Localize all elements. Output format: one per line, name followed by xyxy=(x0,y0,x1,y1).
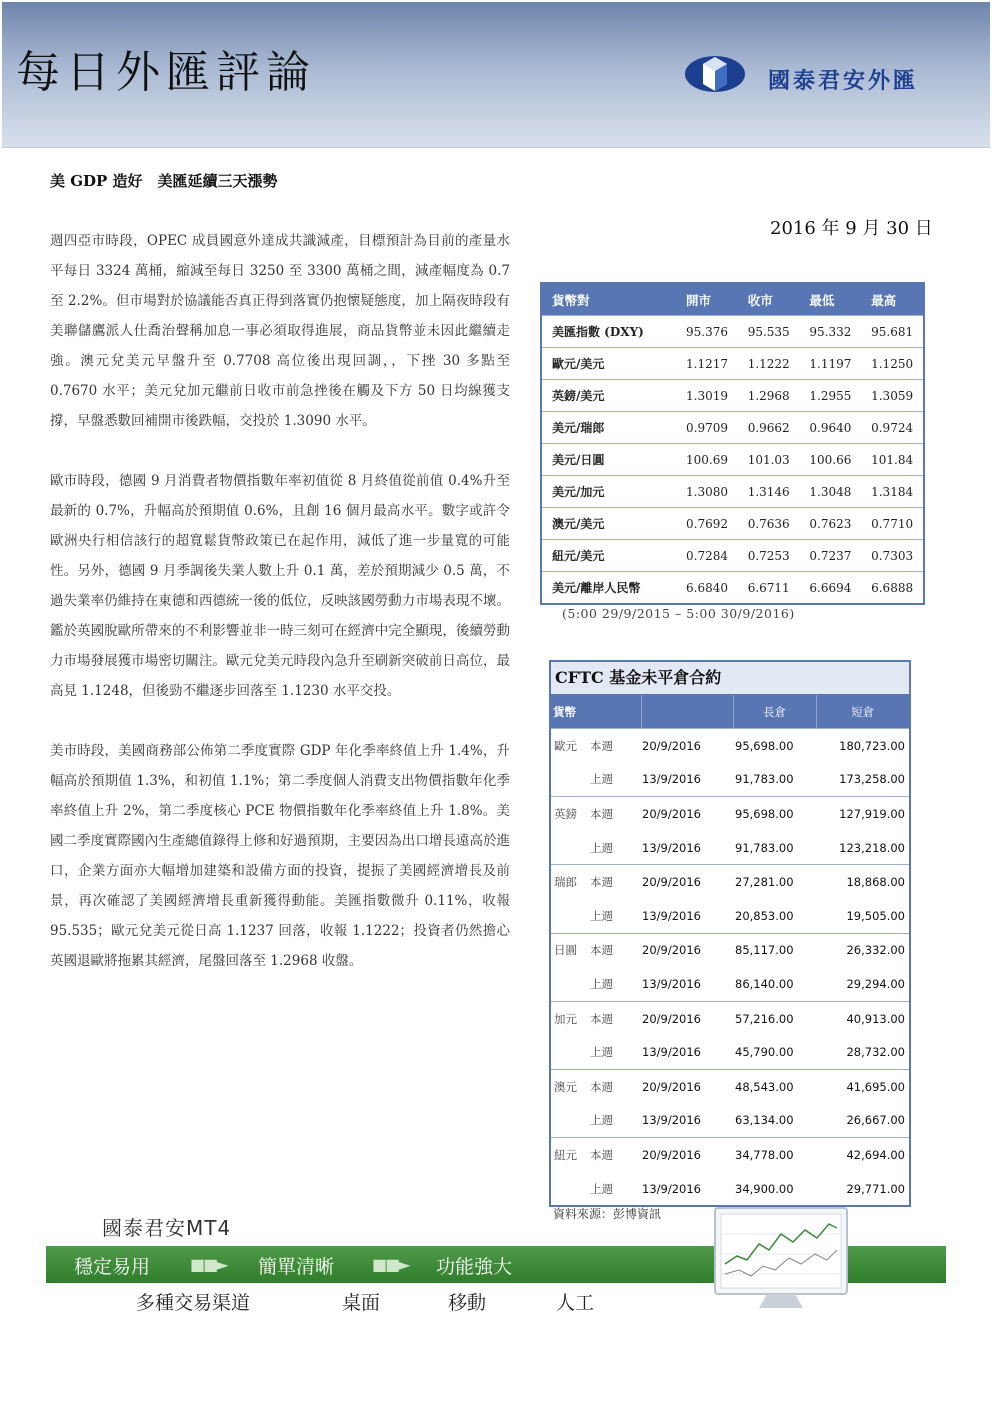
monitor-chart-icon xyxy=(711,1204,851,1312)
cftc-week-cell: 上週 xyxy=(590,772,613,787)
cftc-table xyxy=(551,695,909,1205)
cftc-short-cell: 29,771.00 xyxy=(846,1181,905,1196)
high-price-cell: 0.7303 xyxy=(861,540,924,572)
cftc-date-cell: 13/9/2016 xyxy=(642,976,701,991)
article-paragraph: 週四亞市時段，OPEC 成員國意外達成共識減產，目標預計為目前的產量水平每日 3324 萬桶，縮減至每日 3250 至 3300 萬桶之間，減產幅度為 0.7 至 2.2%。但市場對於協議能否真正得到落實仍抱懷疑態度，加上隔夜時段有美聯儲鷹派人仕喬治聲稱加息一事必須取得進展，商品貨幣並未因此繼續走強。澳元兌美元早盤升至 0.7708 高位後出現回調，，下挫 30 多點至 0.7670 水平；美元兌加元繼前日收市前急挫後在觸及下方 50 日均線獲支撐，早盤悉數回補開市後跌幅，交投於 1.3090 水平。 xyxy=(50,233,510,429)
cftc-week-cell: 本週 xyxy=(589,865,641,899)
page-header xyxy=(2,2,990,148)
cftc-table-row xyxy=(551,1035,909,1069)
banner-channel: 移動 xyxy=(448,1292,487,1314)
cftc-short-cell: 180,723.00 xyxy=(816,729,909,763)
cftc-short-cell: 42,694.00 xyxy=(816,1138,909,1172)
cftc-long-cell: 91,783.00 xyxy=(735,840,794,855)
cftc-short-cell: 40,913.00 xyxy=(816,1001,909,1035)
article-paragraph: 歐市時段，德國 9 月消費者物價指數年率初值從 8 月終值從前值 0.4%升至最新的 0.7%，升幅高於預期值 0.6%，且創 16 個月最高水平。數字或許令歐洲央行相信該行的超寬鬆貨幣政策已在起作用，減低了進一步量寬的可能性。另外，德國 9 月季調後失業人數上升 0.1 萬，差於預期減少 0.5 萬，不過失業率仍維持在東德和西德統一後的低位，反映該國勞動力市場表現不壞。鑑於英國脫歐所帶來的不利影響並非一時三刻可在經濟中完全顯現，後續勞動力市場發展獲市場密切關注。歐元兌美元時段內急升至刷新突破前日高位，最高見 1.1248，但後勁不繼逐步回落至 1.1230 水平交投。 xyxy=(50,473,510,699)
cftc-short-cell: 173,258.00 xyxy=(839,772,905,787)
high-price-cell: 6.6888 xyxy=(861,572,924,605)
fx-table-row xyxy=(541,572,924,605)
currency-pair-cell: 美元/日圓 xyxy=(541,444,676,476)
cftc-table-row xyxy=(551,831,909,865)
cftc-long-cell: 57,216.00 xyxy=(733,1001,816,1035)
cftc-date-cell: 20/9/2016 xyxy=(641,797,733,831)
cftc-date-cell: 20/9/2016 xyxy=(641,1001,733,1035)
cftc-table-row xyxy=(551,1104,909,1138)
cftc-week-cell: 本週 xyxy=(589,729,641,763)
cftc-long-cell: 95,698.00 xyxy=(733,729,816,763)
cftc-week-cell: 本週 xyxy=(589,1138,641,1172)
low-price-cell: 1.3048 xyxy=(799,476,861,508)
close-price-cell: 1.3146 xyxy=(738,476,800,508)
cftc-date-cell: 13/9/2016 xyxy=(642,840,701,855)
cftc-long-cell: 48,543.00 xyxy=(733,1069,816,1103)
brand-logo xyxy=(684,50,934,110)
cftc-currency-cell: 瑞郎 xyxy=(551,865,589,899)
cftc-short-cell: 123,218.00 xyxy=(839,840,905,855)
cftc-table-row xyxy=(551,797,909,831)
cftc-long-cell: 34,778.00 xyxy=(733,1138,816,1172)
cftc-long-cell: 27,281.00 xyxy=(733,865,816,899)
open-price-cell: 0.7284 xyxy=(676,540,738,572)
high-price-cell: 0.7710 xyxy=(861,508,924,540)
cftc-table-row xyxy=(551,729,909,763)
banner-feature: 穩定易用 xyxy=(74,1256,151,1278)
open-price-cell: 100.69 xyxy=(676,444,738,476)
cftc-table-row xyxy=(551,967,909,1001)
cftc-short-cell: 26,667.00 xyxy=(846,1113,905,1128)
fx-table-header xyxy=(541,283,924,316)
col-header-low: 最低 xyxy=(799,283,861,316)
high-price-cell: 101.84 xyxy=(861,444,924,476)
cftc-date-cell: 20/9/2016 xyxy=(641,1069,733,1103)
low-price-cell: 95.332 xyxy=(799,316,861,348)
close-price-cell: 95.535 xyxy=(738,316,800,348)
cftc-date-cell: 20/9/2016 xyxy=(641,1138,733,1172)
cftc-short-cell: 29,294.00 xyxy=(846,976,905,991)
cftc-table-row xyxy=(551,865,909,899)
low-price-cell: 1.2955 xyxy=(799,380,861,412)
cftc-week-cell: 本週 xyxy=(589,797,641,831)
cftc-date-cell: 13/9/2016 xyxy=(642,772,701,787)
currency-pair-cell: 歐元/美元 xyxy=(541,348,676,380)
close-price-cell: 1.2968 xyxy=(738,380,800,412)
open-price-cell: 1.3080 xyxy=(676,476,738,508)
cftc-week-cell: 本週 xyxy=(589,1069,641,1103)
currency-pair-cell: 美元/加元 xyxy=(541,476,676,508)
col-header-open: 開市 xyxy=(676,283,738,316)
cftc-long-cell: 20,853.00 xyxy=(735,908,794,923)
col-header-high: 最高 xyxy=(861,283,924,316)
cftc-currency-cell: 澳元 xyxy=(551,1069,589,1103)
cftc-week-cell: 上週 xyxy=(590,908,613,923)
article-headline: 美 GDP 造好 美匯延續三天漲勢 xyxy=(50,172,278,190)
open-price-cell: 1.3019 xyxy=(676,380,738,412)
high-price-cell: 1.1250 xyxy=(861,348,924,380)
high-price-cell: 1.3059 xyxy=(861,380,924,412)
cftc-week-cell: 上週 xyxy=(590,1045,613,1060)
close-price-cell: 0.9662 xyxy=(738,412,800,444)
cftc-week-cell: 上週 xyxy=(590,1181,613,1196)
cftc-currency-cell xyxy=(551,1104,589,1138)
col-header-long: 長倉 xyxy=(733,695,816,729)
cftc-long-cell: 95,698.00 xyxy=(733,797,816,831)
currency-pair-cell: 紐元/美元 xyxy=(541,540,676,572)
low-price-cell: 6.6694 xyxy=(799,572,861,605)
cftc-currency-cell: 歐元 xyxy=(551,729,589,763)
low-price-cell: 100.66 xyxy=(799,444,861,476)
cftc-date-cell: 20/9/2016 xyxy=(641,933,733,967)
cftc-week-cell: 本週 xyxy=(589,1001,641,1035)
cftc-week-cell: 上週 xyxy=(590,1113,613,1128)
cftc-long-cell: 45,790.00 xyxy=(735,1045,794,1060)
cftc-table-header xyxy=(551,695,909,729)
cftc-date-cell: 20/9/2016 xyxy=(641,865,733,899)
col-header-close: 收市 xyxy=(738,283,800,316)
cftc-short-cell: 19,505.00 xyxy=(846,908,905,923)
fx-table-row xyxy=(541,412,924,444)
close-price-cell: 101.03 xyxy=(738,444,800,476)
fx-table-row xyxy=(541,380,924,412)
cftc-short-cell: 41,695.00 xyxy=(816,1069,909,1103)
fx-table-row xyxy=(541,444,924,476)
cftc-title: CFTC 基金未平倉合約 xyxy=(551,662,909,695)
article-body xyxy=(50,226,510,1006)
cftc-table-row xyxy=(551,1138,909,1172)
cftc-table-row xyxy=(551,1001,909,1035)
cftc-long-cell: 63,134.00 xyxy=(735,1113,794,1128)
cftc-date-cell: 13/9/2016 xyxy=(642,1113,701,1128)
close-price-cell: 6.6711 xyxy=(738,572,800,605)
brand-name: 國泰君安外匯 xyxy=(768,68,919,94)
currency-pair-cell: 美元/瑞郎 xyxy=(541,412,676,444)
cftc-currency-cell xyxy=(551,763,589,797)
open-price-cell: 0.7692 xyxy=(676,508,738,540)
cftc-currency-cell xyxy=(551,899,589,933)
cftc-panel xyxy=(549,660,911,1207)
cftc-currency-cell xyxy=(551,831,589,865)
cftc-week-cell: 上週 xyxy=(590,976,613,991)
low-price-cell: 1.1197 xyxy=(799,348,861,380)
cftc-currency-cell xyxy=(551,1035,589,1069)
banner-channel: 桌面 xyxy=(342,1292,381,1314)
currency-pair-cell: 美元/離岸人民幣 xyxy=(541,572,676,605)
fx-table-row xyxy=(541,540,924,572)
open-price-cell: 0.9709 xyxy=(676,412,738,444)
cftc-short-cell: 127,919.00 xyxy=(816,797,909,831)
col-header-spacer xyxy=(641,695,733,729)
cftc-date-cell: 13/9/2016 xyxy=(642,908,701,923)
cftc-currency-cell: 紐元 xyxy=(551,1138,589,1172)
cftc-short-cell: 26,332.00 xyxy=(816,933,909,967)
open-price-cell: 95.376 xyxy=(676,316,738,348)
close-price-cell: 1.1222 xyxy=(738,348,800,380)
cftc-long-cell: 85,117.00 xyxy=(733,933,816,967)
high-price-cell: 1.3184 xyxy=(861,476,924,508)
cftc-short-cell: 18,868.00 xyxy=(816,865,909,899)
open-price-cell: 1.1217 xyxy=(676,348,738,380)
col-header-short: 短倉 xyxy=(816,695,909,729)
cftc-date-cell: 13/9/2016 xyxy=(642,1181,701,1196)
high-price-cell: 95.681 xyxy=(861,316,924,348)
low-price-cell: 0.7237 xyxy=(799,540,861,572)
close-price-cell: 0.7636 xyxy=(738,508,800,540)
low-price-cell: 0.7623 xyxy=(799,508,861,540)
cftc-table-row xyxy=(551,1069,909,1103)
brand-logo-icon xyxy=(684,54,746,94)
banner-feature: 功能強大 xyxy=(436,1256,513,1278)
data-source: 資料來源：彭博資訊 xyxy=(553,1207,662,1221)
low-price-cell: 0.9640 xyxy=(799,412,861,444)
cftc-table-row xyxy=(551,933,909,967)
banner-feature: 簡單清晰 xyxy=(258,1256,335,1278)
banner-title: 國泰君安MT4 xyxy=(102,1216,232,1240)
fx-table-row xyxy=(541,316,924,348)
cftc-table-row xyxy=(551,899,909,933)
mt4-banner[interactable] xyxy=(46,1204,946,1324)
close-price-cell: 0.7253 xyxy=(738,540,800,572)
currency-pair-cell: 英鎊/美元 xyxy=(541,380,676,412)
cftc-currency-cell xyxy=(551,1172,589,1206)
col-header-pair: 貨幣對 xyxy=(541,283,676,316)
arrow-icon: ■■► xyxy=(190,1255,227,1274)
page-title: 每日外匯評論 xyxy=(16,47,316,98)
cftc-long-cell: 34,900.00 xyxy=(735,1181,794,1196)
open-price-cell: 6.6840 xyxy=(676,572,738,605)
cftc-long-cell: 86,140.00 xyxy=(735,976,794,991)
fx-time-range-note: (5:00 29/9/2015 – 5:00 30/9/2016) xyxy=(562,606,795,621)
fx-table-row xyxy=(541,476,924,508)
high-price-cell: 0.9724 xyxy=(861,412,924,444)
cftc-table-row xyxy=(551,763,909,797)
fx-table-row xyxy=(541,508,924,540)
cftc-currency-cell xyxy=(551,967,589,1001)
col-header-currency: 貨幣 xyxy=(551,695,641,729)
cftc-table-row xyxy=(551,1172,909,1206)
arrow-icon: ■■► xyxy=(372,1255,409,1274)
currency-pair-cell: 美匯指數 (DXY) xyxy=(541,316,676,348)
banner-channel: 人工 xyxy=(556,1292,595,1314)
report-date: 2016 年 9 月 30 日 xyxy=(770,218,933,239)
cftc-date-cell: 13/9/2016 xyxy=(642,1045,701,1060)
banner-channel: 多種交易渠道 xyxy=(136,1292,251,1314)
cftc-currency-cell: 日圓 xyxy=(551,933,589,967)
cftc-long-cell: 91,783.00 xyxy=(735,772,794,787)
cftc-currency-cell: 加元 xyxy=(551,1001,589,1035)
currency-pair-cell: 澳元/美元 xyxy=(541,508,676,540)
cftc-week-cell: 本週 xyxy=(589,933,641,967)
article-paragraph: 美市時段，美國商務部公佈第二季度實際 GDP 年化季率終值上升 1.4%，升幅高於預期值 1.3%，和初值 1.1%；第二季度個人消費支出物價指數年化季率終值上升 2%，第二季度核心 PCE 物價指數年化季率終值上升 1.8%。美國二季度實際國內生產總值錄得上修和好過預期，主要因為出口增長遠高於進口，企業方面亦大幅增加建築和設備方面的投資，提振了美國經濟增長及前景，再次確認了美國經濟增長重新獲得動能。美匯指數微升 0.11%，收報 95.535；歐元兌美元從日高 1.1237 回落，收報 1.1222；投資者仍然擔心英國退歐將拖累其經濟，尾盤回落至 1.2968 收盤。 xyxy=(50,743,510,969)
cftc-date-cell: 20/9/2016 xyxy=(641,729,733,763)
cftc-currency-cell: 英鎊 xyxy=(551,797,589,831)
cftc-week-cell: 上週 xyxy=(590,840,613,855)
fx-table-row xyxy=(541,348,924,380)
cftc-short-cell: 28,732.00 xyxy=(846,1045,905,1060)
fx-price-table xyxy=(540,282,925,605)
